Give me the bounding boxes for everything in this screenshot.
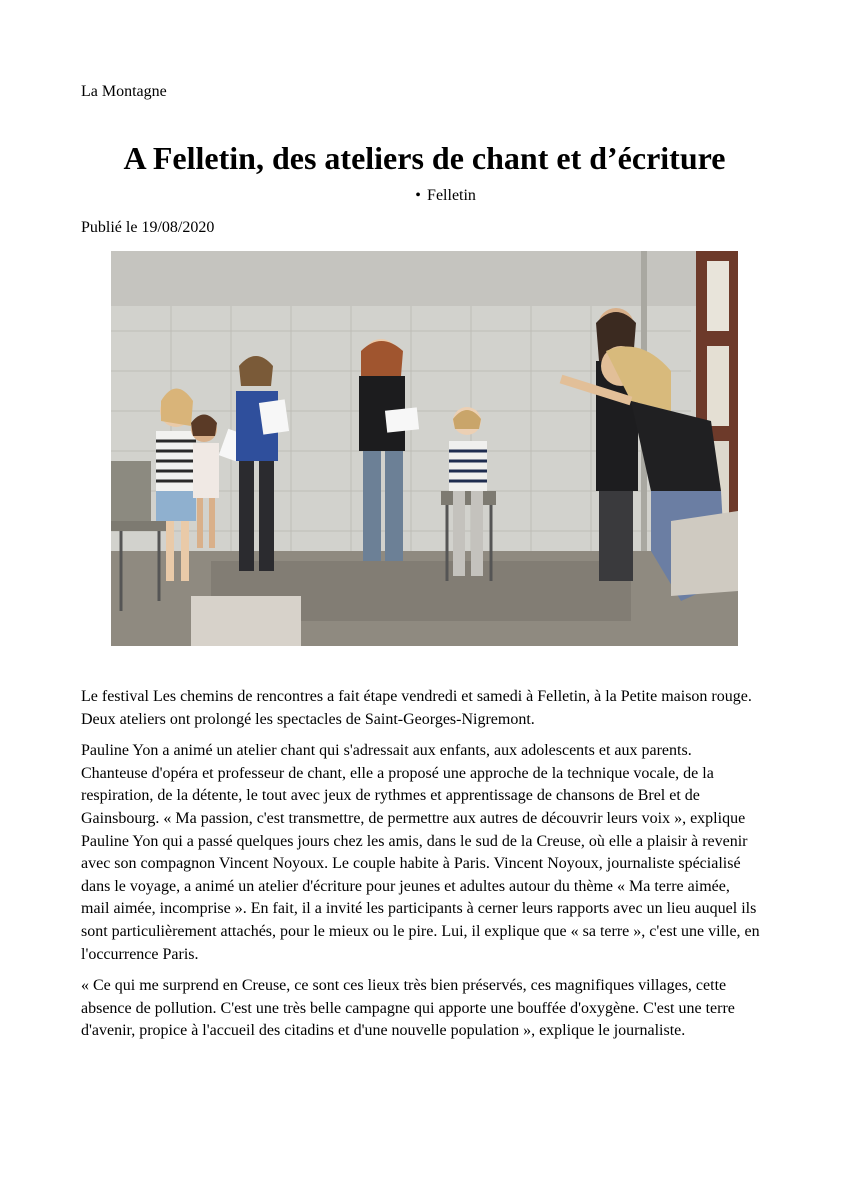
bullet-icon: • [415, 187, 421, 204]
article-title: A Felletin, des ateliers de chant et d’écriture [123, 140, 726, 176]
tag-list [0, 186, 849, 206]
source-name: La Montagne [81, 83, 167, 100]
paragraph: « Ce qui me surprend en Creuse, ce sont ces lieux très bien préservés, ces magnifiques villages, cette absence de pollution. C'est une très belle campagne qui apporte une bouffée d'oxygène. C'est une terre d'avenir, propice à l'accueil des citadins et d'une nouvelle population », explique le journaliste. [81, 977, 735, 1040]
article-photo [111, 251, 738, 646]
workshop-photo-illustration [111, 251, 738, 646]
publish-date: Publié le 19/08/2020 [81, 219, 215, 236]
tag-label: Felletin [427, 187, 476, 204]
tag-item[interactable] [0, 186, 849, 206]
paragraph: Pauline Yon a animé un atelier chant qui s'adressait aux enfants, aux adolescents et aux parents. Chanteuse d'opéra et professeur de chant, elle a proposé une approche de la technique vocale, de la respiration, de la détente, le tout avec jeux de rythmes et apprentissage de chansons de Brel et de Gainsbourg. « Ma passion, c'est transmettre, de permettre aux autres de découvrir leurs voix », explique Pauline Yon qui a passé quelques jours chez les amis, dans le sud de la Creuse, où elle a plaisir à revenir avec son compagnon Vincent Noyoux. Le couple habite à Paris. Vincent Noyoux, journaliste spécialisé dans le voyage, a animé un atelier d'écriture pour jeunes et adultes autour du thème « Ma terre aimée, mail aimée, incomprise ». En fait, il a invité les participants à cerner leurs rapports avec un lieu auquel ils sont particulièrement attachés, pour le mieux ou le pire. Lui, il explique que « sa terre », c'est une ville, en l'occurrence Paris. [81, 742, 760, 963]
paragraph: Le festival Les chemins de rencontres a fait étape vendredi et samedi à Felletin, à la Petite maison rouge. Deux ateliers ont prolongé les spectacles de Saint-Georges-Nigremont. [81, 688, 752, 728]
article-body [81, 686, 761, 1052]
